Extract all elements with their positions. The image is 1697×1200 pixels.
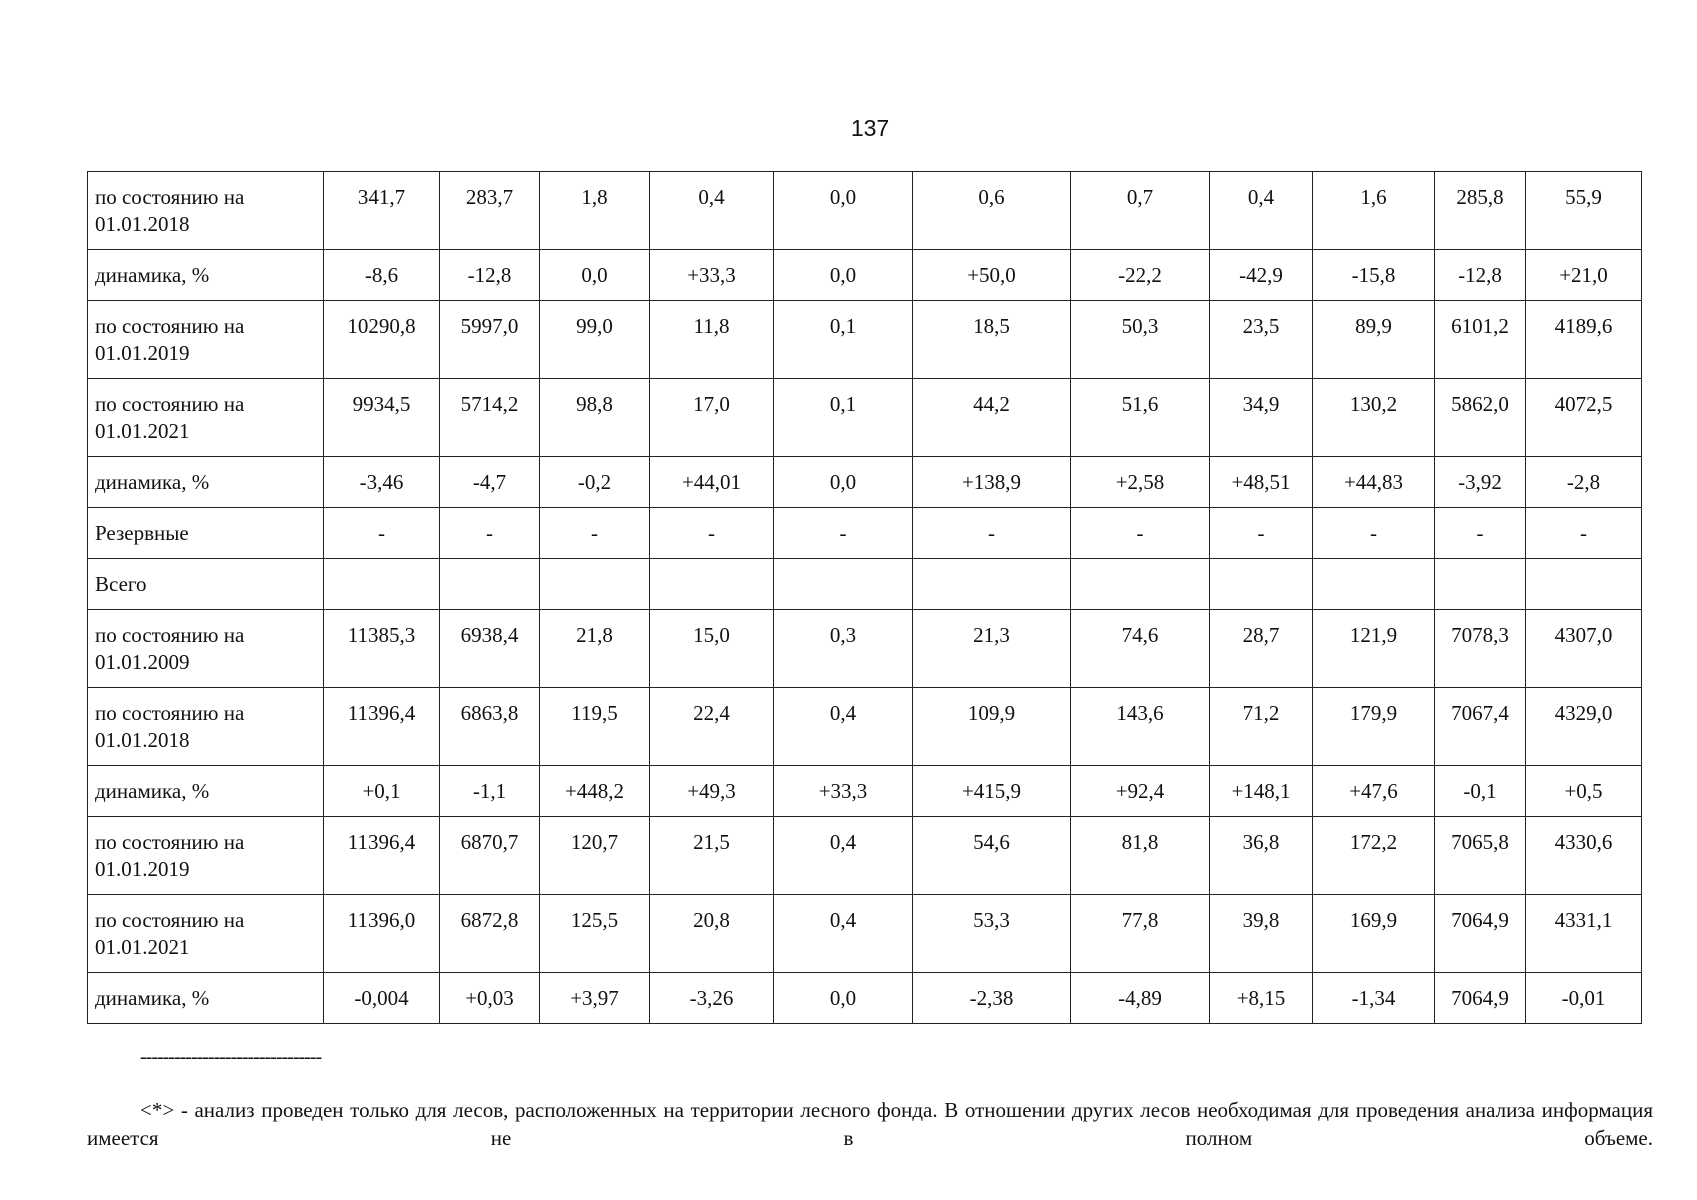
table-row (88, 508, 1642, 559)
table-cell: 6870,7 (440, 817, 540, 895)
table-cell: - (440, 508, 540, 559)
table-cell: 28,7 (1210, 610, 1313, 688)
table-cell: 7067,4 (1435, 688, 1526, 766)
table-cell (1435, 559, 1526, 610)
table-cell: +3,97 (540, 973, 650, 1024)
table-cell: +21,0 (1526, 250, 1642, 301)
table-cell: +92,4 (1071, 766, 1210, 817)
table-cell (1313, 559, 1435, 610)
row-label: Всего (88, 559, 324, 610)
table-cell: - (774, 508, 913, 559)
row-label: динамика, % (88, 766, 324, 817)
table-cell: 39,8 (1210, 895, 1313, 973)
table-cell: 0,4 (650, 172, 774, 250)
table-cell (1526, 559, 1642, 610)
table-cell: 125,5 (540, 895, 650, 973)
footnote-separator: -------------------------------- (140, 1046, 322, 1068)
row-label: динамика, % (88, 973, 324, 1024)
table-cell: 6938,4 (440, 610, 540, 688)
row-label: по состоянию на 01.01.2018 (88, 172, 324, 250)
table-cell: 89,9 (1313, 301, 1435, 379)
table-cell: +33,3 (774, 766, 913, 817)
table-cell: -0,004 (324, 973, 440, 1024)
row-label: Резервные (88, 508, 324, 559)
table-cell: +2,58 (1071, 457, 1210, 508)
table-cell: +415,9 (913, 766, 1071, 817)
table-cell: 98,8 (540, 379, 650, 457)
table-cell (440, 559, 540, 610)
table-row (88, 766, 1642, 817)
table-cell: +0,03 (440, 973, 540, 1024)
table-cell: -3,26 (650, 973, 774, 1024)
table-cell: 50,3 (1071, 301, 1210, 379)
page-number: 137 (850, 115, 890, 141)
table-cell: 172,2 (1313, 817, 1435, 895)
table-cell: 55,9 (1526, 172, 1642, 250)
table-cell: 11396,0 (324, 895, 440, 973)
table-cell: -42,9 (1210, 250, 1313, 301)
table-cell: +148,1 (1210, 766, 1313, 817)
table-cell: -4,7 (440, 457, 540, 508)
table-cell: 77,8 (1071, 895, 1210, 973)
table-cell (1071, 559, 1210, 610)
table-cell: 6872,8 (440, 895, 540, 973)
table-cell: -12,8 (440, 250, 540, 301)
table-cell: 11396,4 (324, 817, 440, 895)
table-cell: 5862,0 (1435, 379, 1526, 457)
table-cell: 0,0 (774, 973, 913, 1024)
table-cell: +44,01 (650, 457, 774, 508)
table-cell: 51,6 (1071, 379, 1210, 457)
table-cell: -15,8 (1313, 250, 1435, 301)
table-cell: 121,9 (1313, 610, 1435, 688)
table-cell: 4072,5 (1526, 379, 1642, 457)
table-cell: - (913, 508, 1071, 559)
row-label: по состоянию на 01.01.2009 (88, 610, 324, 688)
table-row (88, 895, 1642, 973)
table-cell: - (1210, 508, 1313, 559)
table-cell: 53,3 (913, 895, 1071, 973)
table-cell: +8,15 (1210, 973, 1313, 1024)
table-cell (1210, 559, 1313, 610)
footnote-text: <*> - анализ проведен только для лесов, расположенных на территории лесного фонда. В отношении других лесов необходимая для проведения анализа информация имеется не в полном объеме. (87, 1098, 1653, 1150)
table-cell (324, 559, 440, 610)
table-cell: 22,4 (650, 688, 774, 766)
table-cell: -2,38 (913, 973, 1071, 1024)
table-cell: 4189,6 (1526, 301, 1642, 379)
table-cell: 81,8 (1071, 817, 1210, 895)
table-cell: -3,92 (1435, 457, 1526, 508)
table-cell: 0,7 (1071, 172, 1210, 250)
table-cell: 4330,6 (1526, 817, 1642, 895)
table-cell: - (324, 508, 440, 559)
table-cell: 5714,2 (440, 379, 540, 457)
table-cell: +49,3 (650, 766, 774, 817)
table-cell: 4307,0 (1526, 610, 1642, 688)
table-cell: -22,2 (1071, 250, 1210, 301)
table-cell: 44,2 (913, 379, 1071, 457)
row-label: динамика, % (88, 250, 324, 301)
table-cell: +33,3 (650, 250, 774, 301)
table-cell: +138,9 (913, 457, 1071, 508)
table-cell: 18,5 (913, 301, 1071, 379)
table-cell: 0,4 (774, 895, 913, 973)
table-cell: 7078,3 (1435, 610, 1526, 688)
table-cell: +50,0 (913, 250, 1071, 301)
table-cell: 6101,2 (1435, 301, 1526, 379)
table-row (88, 172, 1642, 250)
table-cell: 0,4 (774, 688, 913, 766)
table-cell: 74,6 (1071, 610, 1210, 688)
row-label: по состоянию на 01.01.2019 (88, 817, 324, 895)
table-cell: 36,8 (1210, 817, 1313, 895)
table-cell: 34,9 (1210, 379, 1313, 457)
table-cell: 119,5 (540, 688, 650, 766)
table-cell: - (540, 508, 650, 559)
table-cell: 130,2 (1313, 379, 1435, 457)
row-label: по состоянию на 01.01.2021 (88, 895, 324, 973)
table-cell: 179,9 (1313, 688, 1435, 766)
table-cell: 7064,9 (1435, 973, 1526, 1024)
table-cell: 169,9 (1313, 895, 1435, 973)
table-cell: 10290,8 (324, 301, 440, 379)
table-cell: +44,83 (1313, 457, 1435, 508)
table-cell: 9934,5 (324, 379, 440, 457)
table-cell: 6863,8 (440, 688, 540, 766)
table-cell: 54,6 (913, 817, 1071, 895)
table-cell: 0,0 (540, 250, 650, 301)
table-cell: -12,8 (1435, 250, 1526, 301)
table-row (88, 379, 1642, 457)
table-cell: 99,0 (540, 301, 650, 379)
table-cell: 143,6 (1071, 688, 1210, 766)
table-cell: 21,3 (913, 610, 1071, 688)
row-label: по состоянию на 01.01.2018 (88, 688, 324, 766)
table-cell: -0,2 (540, 457, 650, 508)
table-cell: 7064,9 (1435, 895, 1526, 973)
table-cell: +448,2 (540, 766, 650, 817)
table-cell: 7065,8 (1435, 817, 1526, 895)
table-cell: 11396,4 (324, 688, 440, 766)
table-row (88, 610, 1642, 688)
table-cell: 11,8 (650, 301, 774, 379)
table-cell: +47,6 (1313, 766, 1435, 817)
table-cell: - (1435, 508, 1526, 559)
table-cell: +0,1 (324, 766, 440, 817)
table-cell (774, 559, 913, 610)
table-row (88, 688, 1642, 766)
table-cell: +48,51 (1210, 457, 1313, 508)
table-cell: - (1071, 508, 1210, 559)
table-cell (650, 559, 774, 610)
table-cell: 0,1 (774, 301, 913, 379)
table-row (88, 973, 1642, 1024)
table-row (88, 250, 1642, 301)
table-cell (540, 559, 650, 610)
table-cell: -0,1 (1435, 766, 1526, 817)
table-row (88, 559, 1642, 610)
table-cell: 5997,0 (440, 301, 540, 379)
table-cell: 20,8 (650, 895, 774, 973)
table-cell: 0,4 (1210, 172, 1313, 250)
table-row (88, 817, 1642, 895)
table-cell: 0,1 (774, 379, 913, 457)
table-cell: -1,1 (440, 766, 540, 817)
table-cell: - (1526, 508, 1642, 559)
table-cell: - (1313, 508, 1435, 559)
table-cell: 120,7 (540, 817, 650, 895)
table-cell: 1,6 (1313, 172, 1435, 250)
table-row (88, 301, 1642, 379)
table-cell: 17,0 (650, 379, 774, 457)
table-cell: 0,0 (774, 457, 913, 508)
table-cell: 0,0 (774, 172, 913, 250)
table-cell: 1,8 (540, 172, 650, 250)
table-cell: 21,8 (540, 610, 650, 688)
table-cell: 341,7 (324, 172, 440, 250)
table-cell: 23,5 (1210, 301, 1313, 379)
table-cell: 71,2 (1210, 688, 1313, 766)
table-cell: -1,34 (1313, 973, 1435, 1024)
table-cell (913, 559, 1071, 610)
row-label: по состоянию на 01.01.2021 (88, 379, 324, 457)
table-cell: 4331,1 (1526, 895, 1642, 973)
table-cell: - (650, 508, 774, 559)
table-cell: 285,8 (1435, 172, 1526, 250)
table-cell: -4,89 (1071, 973, 1210, 1024)
table-row (88, 457, 1642, 508)
table-cell: 21,5 (650, 817, 774, 895)
forest-data-table (87, 171, 1642, 1024)
table-cell: 0,0 (774, 250, 913, 301)
table-cell: -3,46 (324, 457, 440, 508)
row-label: динамика, % (88, 457, 324, 508)
table-cell: 0,6 (913, 172, 1071, 250)
table-cell: 0,4 (774, 817, 913, 895)
table-cell: 15,0 (650, 610, 774, 688)
table-cell: 283,7 (440, 172, 540, 250)
row-label: по состоянию на 01.01.2019 (88, 301, 324, 379)
table-cell: -8,6 (324, 250, 440, 301)
table-body (88, 172, 1642, 1024)
table-cell: 109,9 (913, 688, 1071, 766)
table-cell: -0,01 (1526, 973, 1642, 1024)
table-cell: 11385,3 (324, 610, 440, 688)
table-cell: +0,5 (1526, 766, 1642, 817)
table-cell: 0,3 (774, 610, 913, 688)
table-cell: -2,8 (1526, 457, 1642, 508)
table-cell: 4329,0 (1526, 688, 1642, 766)
